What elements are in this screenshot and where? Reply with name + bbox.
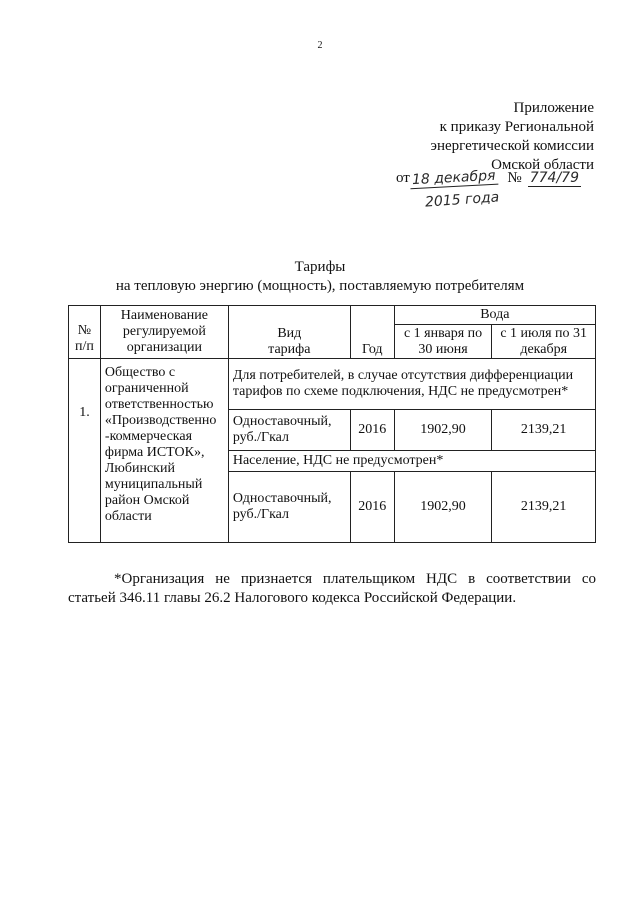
table-row bbox=[69, 359, 596, 410]
appendix-line-2: к приказу Региональной bbox=[439, 119, 594, 135]
header-period-1: с 1 января по 30 июня bbox=[394, 325, 492, 359]
group-note-2: Население, НДС не предусмотрен* bbox=[228, 451, 595, 472]
tariff-type-1: Одноставочный, руб./Гкал bbox=[228, 410, 350, 451]
appendix-line-4: Омской области bbox=[491, 157, 594, 173]
tariff-type-2: Одноставочный, руб./Гкал bbox=[228, 472, 350, 543]
value-2-period-1: 1902,90 bbox=[394, 472, 492, 543]
footnote: *Организация не признается плательщиком НДС в соответствии со статьей 346.11 главы 26.2 Налогового кодекса Российской Федерации. bbox=[68, 571, 596, 606]
from-label: от bbox=[396, 170, 410, 186]
header-year: Год bbox=[350, 306, 394, 359]
handwritten-order-number: 774/79 bbox=[529, 170, 579, 186]
handwritten-year: 2015 года bbox=[424, 189, 500, 211]
value-1-period-2: 2139,21 bbox=[492, 410, 596, 451]
year-2: 2016 bbox=[350, 472, 394, 543]
appendix-block bbox=[431, 99, 594, 175]
handwritten-date: 18 декабря bbox=[409, 168, 497, 190]
header-water: Вода bbox=[394, 306, 595, 325]
value-1-period-1: 1902,90 bbox=[394, 410, 492, 451]
tariff-table bbox=[68, 305, 596, 543]
year-1: 2016 bbox=[350, 410, 394, 451]
header-num: № п/п bbox=[69, 306, 101, 359]
appendix-line-3: энергетической комиссии bbox=[430, 138, 594, 154]
organization-name: Общество с ограниченной ответственностью «Производственно -коммерческая фирма ИСТОК», Любинский муниципальный район Омской области bbox=[100, 359, 228, 543]
appendix-line-1: Приложение bbox=[513, 100, 594, 116]
header-tariff-type: Вид тарифа bbox=[228, 306, 350, 359]
table-header-row bbox=[69, 306, 596, 325]
document-subtitle: на тепловую энергию (мощность), поставляемую потребителям bbox=[115, 278, 525, 294]
group-note-1: Для потребителей, в случае отсутствия дифференциации тарифов по схеме подключения, НДС не предусмотрен* bbox=[228, 359, 595, 410]
number-label: № bbox=[507, 170, 522, 186]
row-number: 1. bbox=[69, 359, 101, 543]
page-number: 2 bbox=[317, 40, 323, 51]
document-title: Тарифы bbox=[294, 259, 346, 275]
header-organization: Наименование регулируемой организации bbox=[100, 306, 228, 359]
value-2-period-2: 2139,21 bbox=[492, 472, 596, 543]
header-period-2: с 1 июля по 31 декабря bbox=[492, 325, 596, 359]
order-reference bbox=[396, 167, 581, 189]
